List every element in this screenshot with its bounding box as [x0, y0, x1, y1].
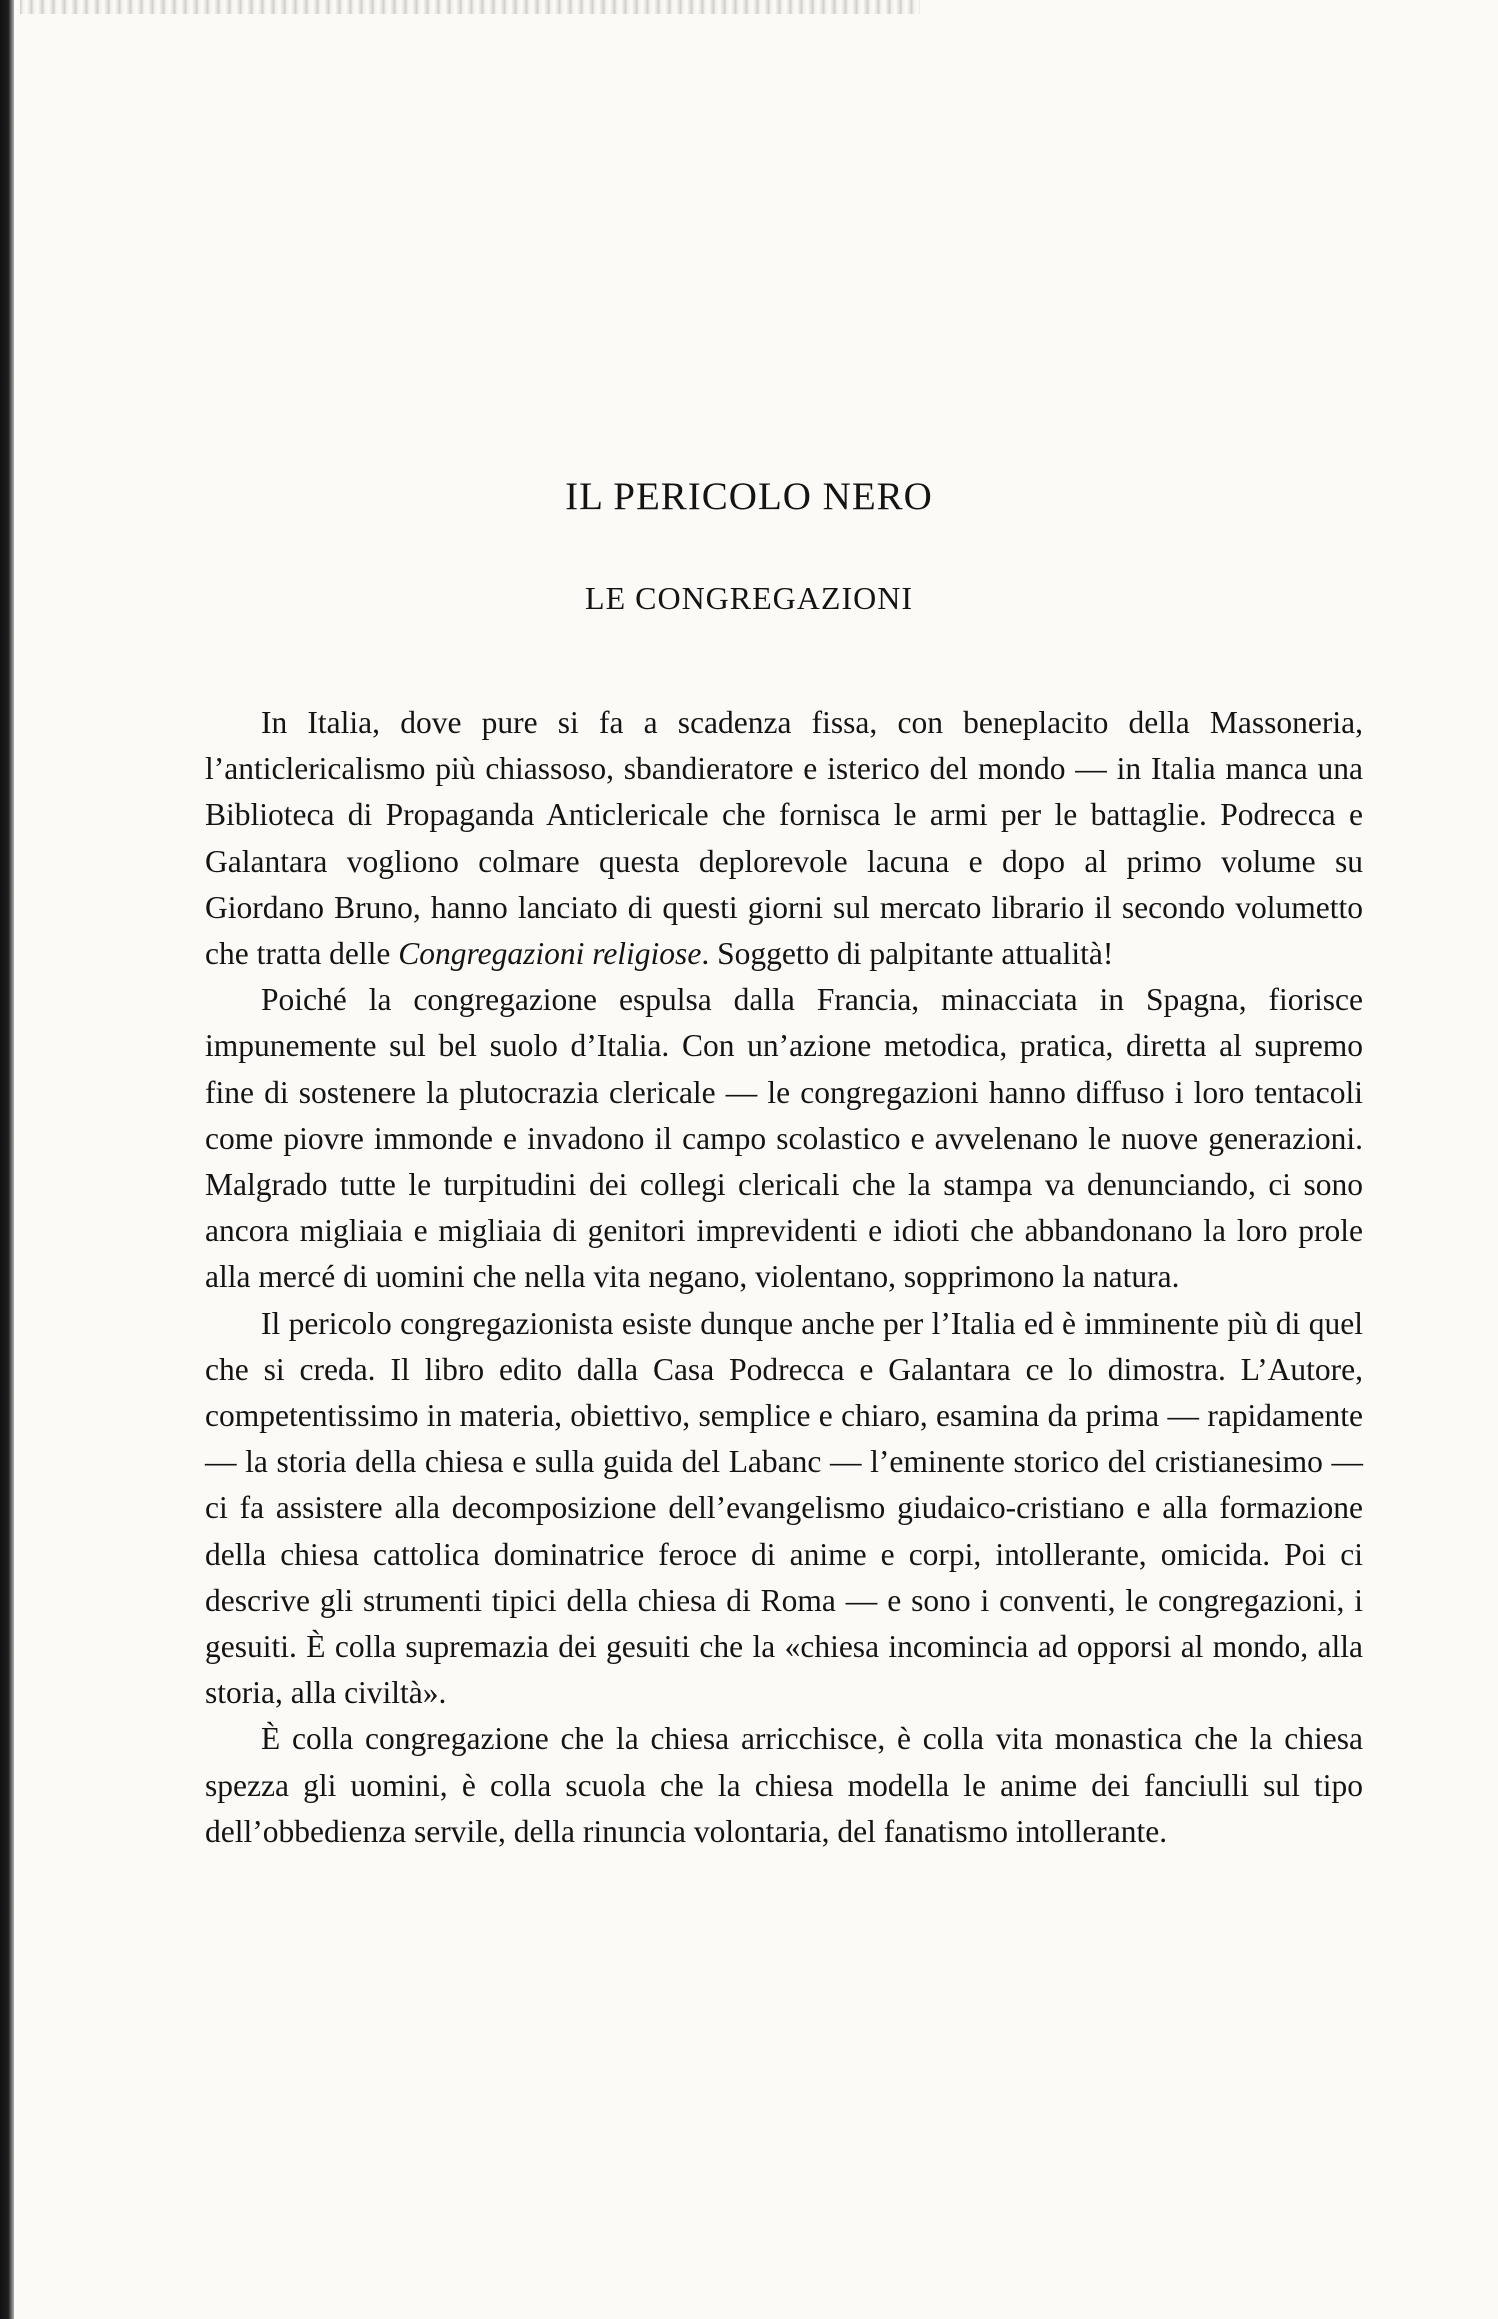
section-subtitle: LE CONGREGAZIONI [585, 580, 913, 616]
page-title: IL PERICOLO NERO [565, 475, 933, 518]
article-body [205, 700, 1363, 1855]
scan-top-noise [20, 0, 920, 14]
paragraph-1-text-start: In Italia, dove pure si fa a scadenza fissa, con beneplacito della Massoneria, l’anticlericalismo più chiassoso, sbandieratore e isterico del mondo — in Italia manca una Biblioteca di Propaganda Anticlericale che fornisca le armi per le battaglie. Podrecca e Galantara vogliono colmare questa deplorevole lacuna e dopo al primo volume su Giordano Bruno, hanno lanciato di questi giorni sul mercato librario il secondo volumetto che tratta delle [205, 705, 1363, 972]
paragraph-1-text-end: . Soggetto di palpitante attualità! [701, 936, 1114, 972]
paragraph-4: È colla congregazione che la chiesa arricchisce, è colla vita monastica che la chiesa spezza gli uomini, è colla scuola che la chiesa modella le anime dei fanciulli sul tipo dell’obbedienza servile, della rinuncia volontaria, del fanatismo intollerante. [205, 1721, 1363, 1849]
paragraph-1 [205, 700, 1363, 977]
paragraph-3: Il pericolo congregazionista esiste dunque anche per l’Italia ed è imminente più di quel che si creda. Il libro edito dalla Casa Podrecca e Galantara ce lo dimostra. L’Autore, competentissimo in materia, obiettivo, semplice e chiaro, esamina da prima — rapidamente — la storia della chiesa e sulla guida del Labanc — l’eminente storico del cristianesimo — ci fa assistere alla decomposizione dell’evangelismo giudaico-cristiano e alla formazione della chiesa cattolica dominatrice feroce di anime e corpi, intollerante, omicida. Poi ci descrive gli strumenti tipici della chiesa di Roma — e sono i conventi, le congregazioni, i gesuiti. È colla supremazia dei gesuiti che la «chiesa incomincia ad opporsi al mondo, alla storia, alla civiltà». [205, 1305, 1363, 1711]
scan-left-edge [0, 0, 14, 2319]
paragraph-2: Poiché la congregazione espulsa dalla Francia, minacciata in Spagna, fiorisce impunemente sul bel suolo d’Italia. Con un’azione metodica, pratica, diretta al supremo fine di sostenere la plutocrazia clericale — le congregazioni hanno diffuso i loro tentacoli come piovre immonde e invadono il campo scolastico e avvelenano le nuove generazioni. Malgrado tutte le turpitudini dei collegi clericali che la stampa va denunciando, ci sono ancora migliaia e migliaia di genitori imprevidenti e idioti che abbandonano la loro prole alla mercé di uomini che nella vita negano, violentano, sopprimono la natura. [205, 982, 1363, 1295]
paragraph-1-italic-title: Congregazioni religiose [398, 936, 702, 972]
